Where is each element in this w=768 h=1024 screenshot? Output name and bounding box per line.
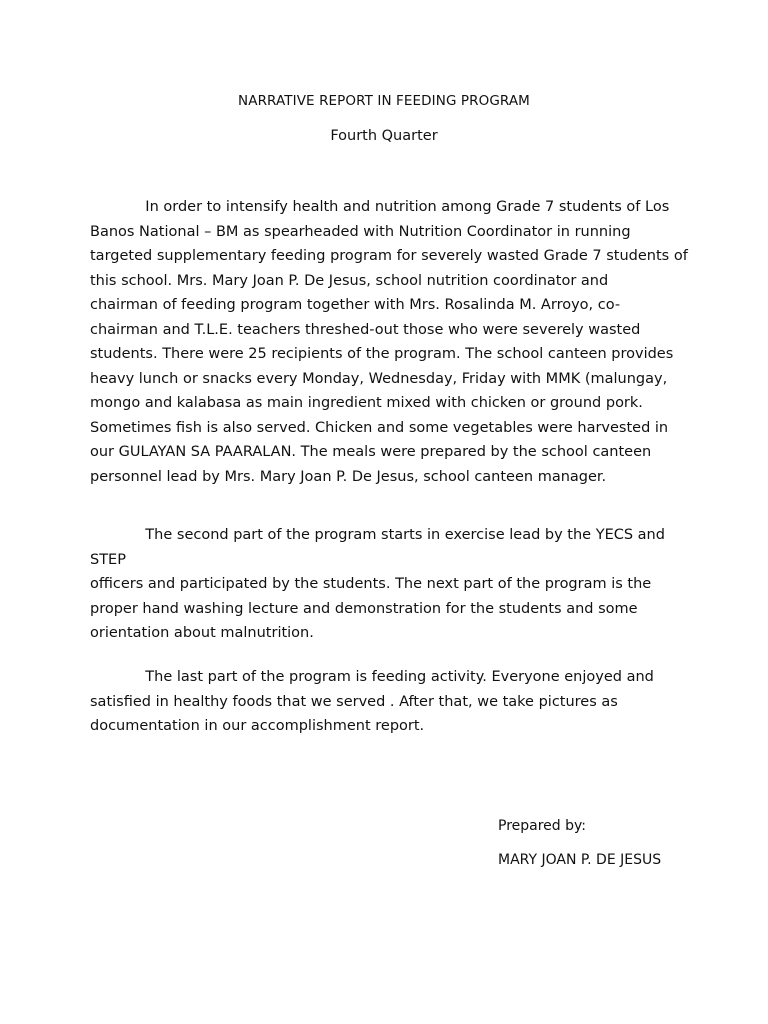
prepared-by-name: MARY JOAN P. DE JESUS	[498, 852, 662, 868]
paragraph-last-part: The last part of the program is feeding activity. Everyone enjoyed and satisfied in healthy foods that we served . After that, we take pictures as documentation in our accomplishment report.	[90, 669, 654, 734]
paragraph-intro: In order to intensify health and nutrition among Grade 7 students of Los Banos National – BM as spearheaded with Nutrition Coordinator in running targeted supplementary feeding program for severely wasted Grade 7 students of this school. Mrs. Mary Joan P. De Jesus, school nutrition coordinator and chairman of feeding program together with Mrs. Rosalinda M. Arroyo, co- chairman and T.L.E. teachers threshed-out those who were severely wasted students. There were 25 recipients of the program. The school canteen provides heavy lunch or snacks every Monday, Wednesday, Friday with MMK (malungay, mongo and kalabasa as main ingredient mixed with chicken or ground pork. Sometimes fish is also served. Chicken and some vegetables were harvested in our GULAYAN SA PAARALAN. The meals were prepared by the school canteen personnel lead by Mrs. Mary Joan P. De Jesus, school canteen manager.	[90, 199, 688, 485]
paragraph-second-part: The second part of the program starts in exercise lead by the YECS and STEP officers and participated by the students. The next part of the program is the proper hand washing lecture and demonstration for the students and some orientation about malnutrition.	[90, 527, 665, 641]
prepared-by-label: Prepared by:	[498, 818, 586, 834]
document-title: NARRATIVE REPORT IN FEEDING PROGRAM	[238, 93, 530, 109]
document-subtitle: Fourth Quarter	[330, 128, 438, 144]
